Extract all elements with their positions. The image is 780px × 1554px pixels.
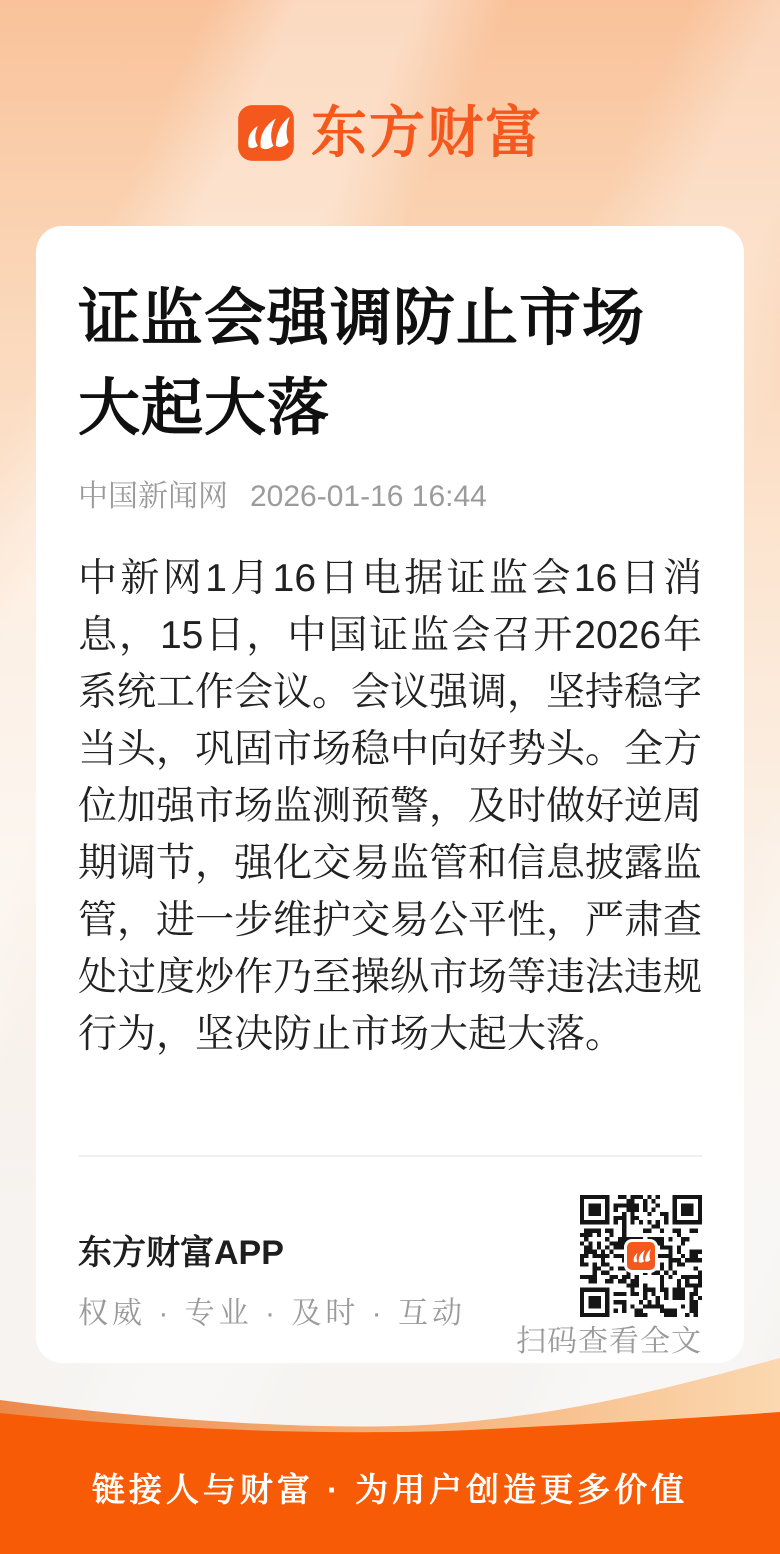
qr-code <box>580 1195 702 1317</box>
qr-center-logo-icon <box>624 1239 658 1273</box>
brand-name: 东方财富 <box>311 101 543 164</box>
brand-header <box>0 101 780 164</box>
app-name: 东方财富APP <box>78 1234 284 1272</box>
article-card <box>36 226 744 1363</box>
app-promo <box>78 1157 466 1331</box>
card-footer <box>78 1155 702 1357</box>
article-meta <box>78 480 702 514</box>
eastmoney-logo-icon <box>237 104 295 162</box>
article-body: 中新网1月16日电据证监会16日消息，15日，中国证监会召开2026年系统工作会议。会议强调，坚持稳字当头，巩固市场稳中向好势头。全方位加强市场监测预警，及时做好逆周期调节，强化交易监管和信息披露监管，进一步维护交易公平性，严肃查处过度炒作乃至操纵市场等违法违规行为，坚决防止市场大起大落。 <box>78 557 703 1056</box>
app-slogan: 权威 · 专业 · 及时 · 互动 <box>78 1297 466 1330</box>
footer-tagline: 链接人与财富 · 为用户创造更多价值 <box>91 1471 689 1508</box>
article-timestamp: 2026-01-16 16:44 <box>250 480 487 513</box>
article-title: 证监会强调防止市场大起大落 <box>78 285 646 443</box>
qr-caption: 扫码查看全文 <box>516 1325 702 1358</box>
footer-wave-decoration <box>0 1340 780 1554</box>
article-source: 中国新闻网 <box>78 480 228 513</box>
